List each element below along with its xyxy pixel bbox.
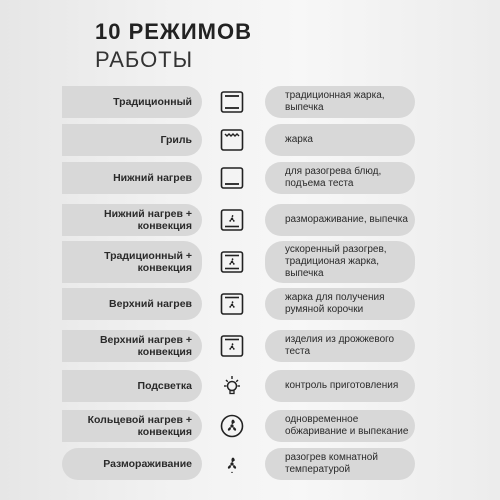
mode-row-defrost xyxy=(0,446,500,482)
mode-label: Традиционный xyxy=(62,86,202,118)
mode-description: жарка для получения румяной корочки xyxy=(265,288,415,320)
top-heat-fan-icon xyxy=(220,292,244,316)
mode-description: размораживание, выпечка xyxy=(265,204,415,236)
oven-top-bottom-heat-icon xyxy=(220,90,244,114)
mode-description: разогрев комнатной температурой xyxy=(265,448,415,480)
mode-description: изделия из дрожжевого теста xyxy=(265,330,415,362)
bottom-heat-icon xyxy=(220,166,244,190)
mode-label: Нижний нагрев xyxy=(62,162,202,194)
mode-description: для разогрева блюд, подъема теста xyxy=(265,162,415,194)
mode-label: Верхний нагрев xyxy=(62,288,202,320)
defrost-fan-icon xyxy=(220,452,244,476)
mode-label: Традиционный + конвекция xyxy=(62,241,202,283)
top-heat-convection-icon xyxy=(220,334,244,358)
mode-description: контроль приготовления xyxy=(265,370,415,402)
mode-label: Кольцевой нагрев + конвекция xyxy=(62,410,202,442)
mode-label: Нижний нагрев + конвекция xyxy=(62,204,202,236)
mode-row-bottom-heat-convection xyxy=(0,202,500,238)
mode-row-top-heat-convection xyxy=(0,328,500,364)
ring-heat-fan-icon xyxy=(220,414,244,438)
mode-label: Размораживание xyxy=(62,448,202,480)
mode-row-top-heat xyxy=(0,286,500,322)
mode-label: Гриль xyxy=(62,124,202,156)
title-line-1: 10 РЕЖИМОВ xyxy=(95,19,252,44)
title-line-2: РАБОТЫ xyxy=(95,47,194,72)
traditional-fan-icon xyxy=(220,250,244,274)
mode-row-traditional xyxy=(0,84,500,120)
mode-description: жарка xyxy=(265,124,415,156)
mode-row-bottom-heat xyxy=(0,160,500,196)
mode-row-grill xyxy=(0,122,500,158)
bottom-heat-fan-icon xyxy=(220,208,244,232)
mode-row-light xyxy=(0,368,500,404)
light-bulb-icon xyxy=(220,374,244,398)
mode-row-ring-heat-convection xyxy=(0,408,500,444)
mode-description: одновременное обжаривание и выпекание xyxy=(265,410,415,442)
grill-icon xyxy=(220,128,244,152)
mode-description: ускоренный разогрев, традиционая жарка, выпечка xyxy=(265,241,415,283)
mode-label: Верхний нагрев + конвекция xyxy=(62,330,202,362)
mode-label: Подсветка xyxy=(62,370,202,402)
page-title xyxy=(95,18,252,74)
mode-row-traditional-convection xyxy=(0,244,500,280)
mode-description: традиционная жарка, выпечка xyxy=(265,86,415,118)
